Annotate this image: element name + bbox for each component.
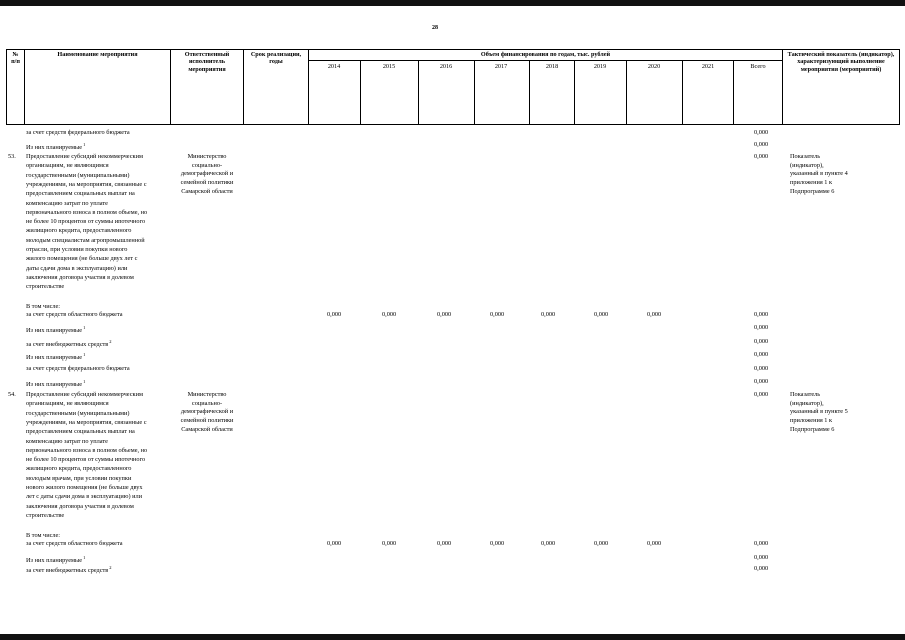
top-border bbox=[0, 0, 905, 6]
item-53-regional-total: 0,000 bbox=[754, 311, 769, 318]
item-53-2015: 0,000 bbox=[382, 311, 397, 318]
item-53-name-line: первоначального взноса в полном объеме, но bbox=[26, 208, 148, 216]
item-53-responsible-line: демографической и bbox=[180, 170, 234, 178]
header-term: Срок реализации, годы bbox=[250, 51, 302, 66]
item-53-regional-budget: за счет средств областного бюджета bbox=[26, 311, 123, 318]
item-53-planned-1: Из них планируемые$^1$ bbox=[26, 325, 86, 334]
item-53-name-line: Предоставление субсидий некоммерческим bbox=[26, 153, 143, 160]
item-54-responsible-line: семейной политики bbox=[180, 417, 234, 425]
item-54-planned-1: Из них планируемые$^1$ bbox=[26, 555, 86, 564]
item-54-responsible-line: демографической и bbox=[180, 408, 234, 416]
item-53-responsible-line: семейной политики bbox=[180, 179, 234, 187]
item-54-name-line: учреждениями, на мероприятия, связанные с bbox=[26, 418, 147, 426]
item-54-regional-budget: за счет средств областного бюджета bbox=[26, 540, 123, 547]
item-54-name-line: заключения договора участия в долевом bbox=[26, 502, 134, 510]
bottom-border bbox=[0, 634, 905, 640]
item-53-number: 53. bbox=[8, 153, 16, 160]
year-2015: 2015 bbox=[382, 63, 396, 70]
item-53-name-line: предоставлением социальных выплат на bbox=[26, 190, 135, 198]
item-53-name-line: даты сдачи дома в эксплуатацию) или bbox=[26, 264, 128, 272]
item-53-2019: 0,000 bbox=[594, 311, 609, 318]
item-54-name-line: предоставлением социальных выплат на bbox=[26, 428, 135, 436]
item-53-indicator-line: Подпрограмме 6 bbox=[790, 187, 835, 195]
item-53-name-line: жилищного кредита, предоставленного bbox=[26, 227, 132, 235]
item-53-indicator-line: (индикатор), bbox=[790, 161, 824, 169]
item-54-responsible-line: социально- bbox=[191, 399, 223, 407]
item-53-extra-total: 0,000 bbox=[754, 338, 769, 345]
item-54-name-line: организациям, не являющимся bbox=[26, 400, 109, 408]
item-53-2014: 0,000 bbox=[327, 311, 342, 318]
item-54-name-line: нового жилого помещения (не больше двух bbox=[26, 484, 143, 491]
year-2018: 2018 bbox=[545, 63, 559, 70]
item-54-extra-total: 0,000 bbox=[754, 565, 769, 572]
item-54-name-line: жилищного кредита, предоставленного bbox=[26, 465, 132, 473]
item-53-planned-1-total: 0,000 bbox=[754, 324, 769, 331]
item-53-name-line: организациям, не являющимся bbox=[26, 162, 109, 170]
header-bottom-line bbox=[6, 124, 900, 125]
year-2021: 2021 bbox=[701, 63, 715, 70]
item-53-planned-3-total: 0,000 bbox=[754, 378, 769, 385]
row-federal-budget-total: 0,000 bbox=[754, 129, 769, 136]
item-53-2018: 0,000 bbox=[541, 311, 556, 318]
item-53-planned-3: Из них планируемые$^1$ bbox=[26, 379, 86, 388]
header-top-line bbox=[6, 49, 900, 50]
item-54-name-line: первоначального взноса в полном объеме, но bbox=[26, 446, 148, 454]
item-53-name-line: учреждениями, на мероприятия, связанные с bbox=[26, 180, 147, 188]
item-53-federal-total: 0,000 bbox=[754, 365, 769, 372]
item-54-2020: 0,000 bbox=[647, 540, 662, 547]
item-54-name-line: государственными (муниципальными) bbox=[26, 409, 130, 417]
header-responsible: Ответственный исполнитель мероприятия bbox=[184, 51, 230, 73]
item-53-2020: 0,000 bbox=[647, 311, 662, 318]
item-53-name-line: строительстве bbox=[26, 283, 65, 291]
item-53-responsible-line: социально- bbox=[191, 161, 223, 169]
year-2014: 2014 bbox=[327, 63, 341, 70]
item-53-responsible-line: Министерство bbox=[187, 153, 227, 160]
header-indicator: Тактический показатель (индикатор), характеризующий выполнение мероприятия (мероприятий) bbox=[787, 51, 895, 73]
item-54-indicator-line: (индикатор), bbox=[790, 399, 824, 407]
page-number: 28 bbox=[432, 25, 438, 31]
year-2019: 2019 bbox=[593, 63, 607, 70]
item-53-name-line: отрасли, при условии покупки нового bbox=[26, 246, 128, 253]
item-53-planned-2: Из них планируемые$^1$ bbox=[26, 352, 86, 361]
year-total: Всего bbox=[750, 63, 766, 70]
item-53-extra-budget: за счет внебюджетных средств$^2$ bbox=[26, 339, 112, 348]
item-54-name-line: лет с даты сдачи дома в эксплуатацию) или bbox=[26, 493, 142, 501]
item-54-responsible-line: Министерство bbox=[187, 391, 227, 398]
funding-subheader-line bbox=[308, 60, 782, 61]
item-54-name-line: не более 10 процентов от суммы ипотечного bbox=[26, 456, 146, 464]
item-54-number: 54. bbox=[8, 391, 16, 398]
item-54-extra-budget: за счет внебюджетных средств$^2$ bbox=[26, 565, 112, 574]
item-53-name-line: не более 10 процентов от суммы ипотечного bbox=[26, 218, 146, 226]
year-2020: 2020 bbox=[647, 63, 661, 70]
item-53-name-line: государственными (муниципальными) bbox=[26, 171, 130, 179]
item-54-2019: 0,000 bbox=[594, 540, 609, 547]
row-planned-total: 0,000 bbox=[754, 141, 769, 148]
item-53-total: 0,000 bbox=[754, 153, 769, 160]
item-53-federal-budget: за счет средств федерального бюджета bbox=[26, 365, 130, 372]
item-54-name-line: строительстве bbox=[26, 511, 65, 519]
row-planned: Из них планируемые$^1$ bbox=[26, 142, 86, 151]
item-54-responsible-line: Самарской области bbox=[181, 425, 233, 433]
item-54-2015: 0,000 bbox=[382, 540, 397, 547]
item-53-indicator-line: Показатель bbox=[790, 153, 821, 160]
item-54-indicator-line: Подпрограмме 6 bbox=[790, 425, 835, 433]
item-54-name-line: молодым врачам, при условии покупки bbox=[26, 474, 132, 482]
year-2016: 2016 bbox=[439, 63, 453, 70]
item-53-2016: 0,000 bbox=[437, 311, 452, 318]
row-federal-budget: за счет средств федерального бюджета bbox=[26, 129, 130, 136]
item-53-2017: 0,000 bbox=[490, 311, 505, 318]
item-54-planned-1-total: 0,000 bbox=[754, 554, 769, 561]
item-54-name-line: компенсацию затрат по уплате bbox=[26, 437, 108, 445]
item-54-indicator-line: приложения 1 к bbox=[790, 417, 833, 425]
item-53-including: В том числе: bbox=[26, 303, 61, 310]
header-number: № п/п bbox=[11, 51, 20, 66]
item-54-indicator-line: указанный в пункте 5 bbox=[790, 408, 848, 416]
item-54-total: 0,000 bbox=[754, 391, 769, 398]
item-54-2018: 0,000 bbox=[541, 540, 556, 547]
item-53-name-line: жилого помещения (не больше двух лет с bbox=[26, 255, 138, 263]
item-53-planned-2-total: 0,000 bbox=[754, 351, 769, 358]
item-54-2016: 0,000 bbox=[437, 540, 452, 547]
header-name: Наименование мероприятия bbox=[57, 51, 138, 58]
item-53-name-line: компенсацию затрат по уплате bbox=[26, 199, 108, 207]
item-53-name-line: молодым специалистам агропромышленной bbox=[26, 236, 145, 244]
item-54-name-line: Предоставление субсидий некоммерческим bbox=[26, 391, 143, 398]
header-funding: Объем финансирования по годам, тыс. рублей bbox=[480, 51, 611, 58]
item-54-indicator-line: Показатель bbox=[790, 391, 821, 398]
item-54-including: В том числе: bbox=[26, 532, 61, 539]
item-54-2014: 0,000 bbox=[327, 540, 342, 547]
item-54-2017: 0,000 bbox=[490, 540, 505, 547]
item-53-indicator-line: указанный в пункте 4 bbox=[790, 170, 848, 178]
year-2017: 2017 bbox=[494, 63, 508, 70]
item-53-indicator-line: приложения 1 к bbox=[790, 179, 833, 187]
item-54-regional-total: 0,000 bbox=[754, 540, 769, 547]
item-53-name-line: заключения договора участия в долевом bbox=[26, 273, 134, 281]
item-53-responsible-line: Самарской области bbox=[181, 187, 233, 195]
